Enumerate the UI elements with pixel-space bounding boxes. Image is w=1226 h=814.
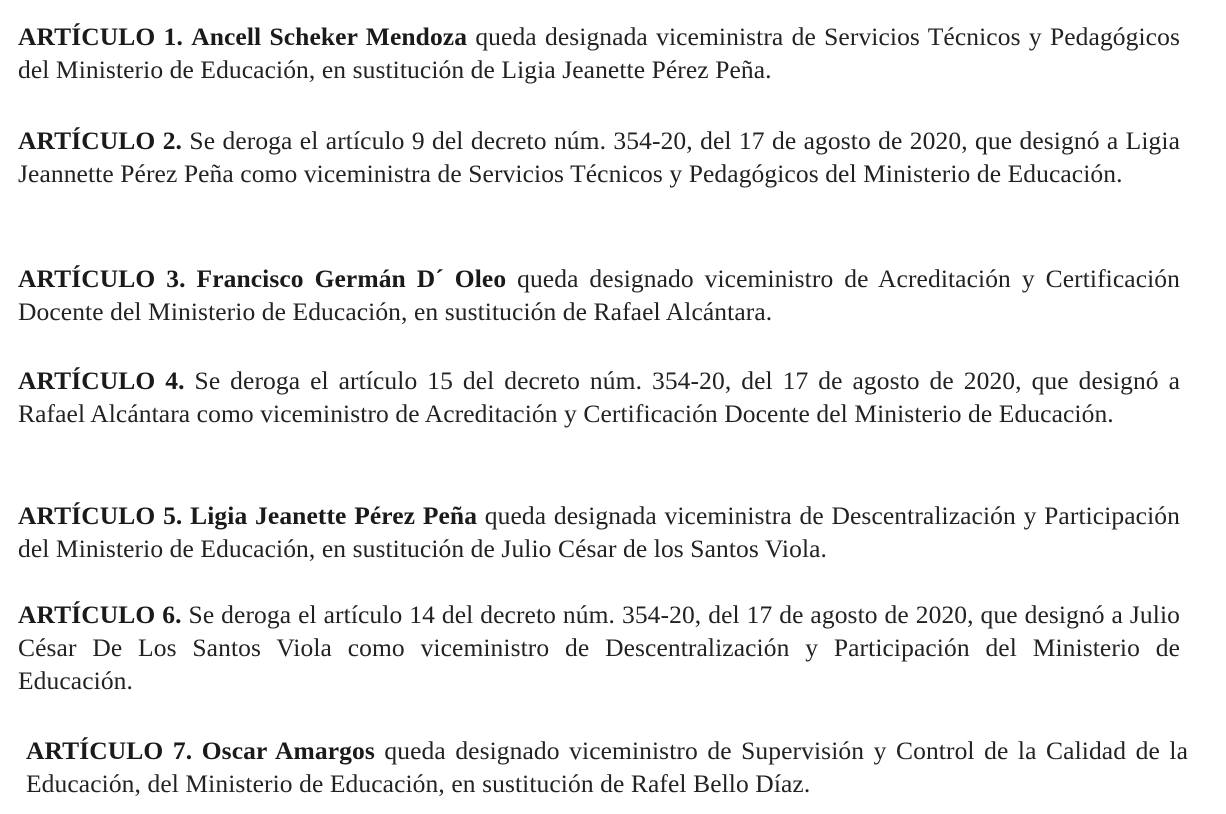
article-7-heading: ARTÍCULO 7. bbox=[26, 736, 193, 765]
article-6-heading: ARTÍCULO 6. bbox=[18, 600, 182, 629]
article-6-text: Se deroga el artículo 14 del decreto núm. 354-20, del 17 de agosto de 2020, que designó a Julio César De Los Santos Viola como viceministro de Descentralización y Participación del Ministerio de Educación. bbox=[18, 600, 1181, 695]
article-1-name: Ancell Scheker Mendoza bbox=[191, 22, 468, 51]
article-5 bbox=[18, 499, 1180, 565]
article-3 bbox=[18, 262, 1180, 328]
article-4-heading: ARTÍCULO 4. bbox=[18, 366, 185, 395]
article-3-text: queda designado viceministro de Acreditación y Certificación Docente del Ministerio de Educación, en sustitución de Rafael Alcántara. bbox=[18, 264, 1181, 326]
article-3-name: Francisco Germán D´ Oleo bbox=[196, 264, 507, 293]
article-5-text: queda designada viceministra de Descentralización y Participación del Ministerio de Educación, en sustitución de Julio César de los Santos Viola. bbox=[18, 501, 1180, 563]
article-3-heading: ARTÍCULO 3. bbox=[18, 264, 186, 293]
article-7-name: Oscar Amargos bbox=[201, 736, 375, 765]
article-4-text: Se deroga el artículo 15 del decreto núm. 354-20, del 17 de agosto de 2020, que designó a Rafael Alcántara como viceministro de Acreditación y Certificación Docente del Ministerio de Educación. bbox=[18, 366, 1180, 428]
article-5-name: Ligia Jeanette Pérez Peña bbox=[190, 501, 478, 530]
article-1-text: queda designada viceministra de Servicios Técnicos y Pedagógicos del Ministerio de Educación, en sustitución de Ligia Jeanette Pérez Peña. bbox=[18, 22, 1180, 84]
article-5-heading: ARTÍCULO 5. bbox=[18, 501, 183, 530]
article-4 bbox=[18, 364, 1180, 430]
article-1 bbox=[18, 20, 1180, 86]
article-6 bbox=[18, 598, 1180, 697]
article-2-heading: ARTÍCULO 2. bbox=[18, 126, 183, 155]
article-2-text: Se deroga el artículo 9 del decreto núm. 354-20, del 17 de agosto de 2020, que designó a Ligia Jeannette Pérez Peña como viceministra de Servicios Técnicos y Pedagógicos del Ministerio de Educación. bbox=[18, 126, 1180, 188]
article-7 bbox=[26, 734, 1188, 800]
article-1-heading: ARTÍCULO 1. bbox=[18, 22, 183, 51]
article-2 bbox=[18, 124, 1180, 190]
article-7-text: queda designado viceministro de Supervisión y Control de la Calidad de la Educación, del Ministerio de Educación, en sustitución de Rafel Bello Díaz. bbox=[26, 736, 1188, 798]
